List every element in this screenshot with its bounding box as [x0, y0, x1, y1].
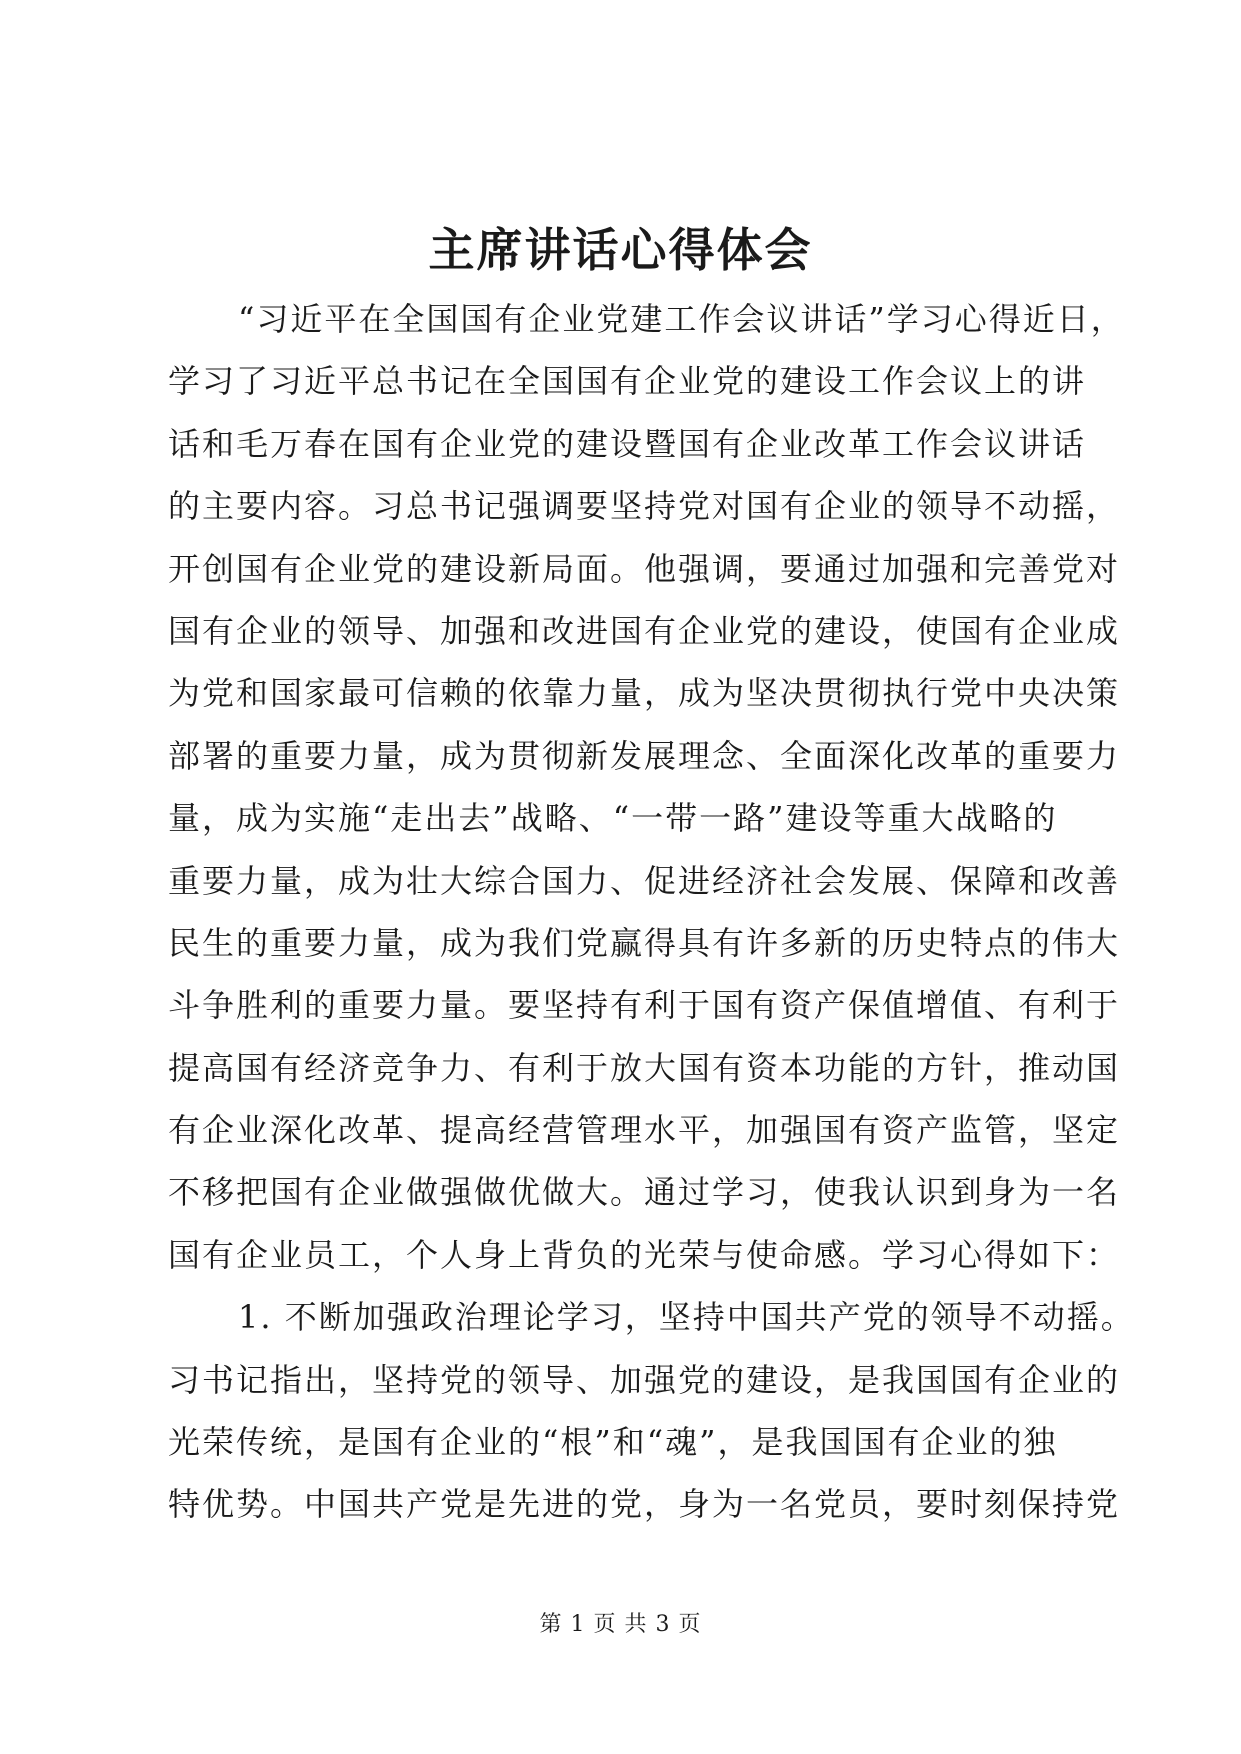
numbered-heading-line: 1. 不断加强政治理论学习，坚持中国共产党的领导不动摇。: [238, 1298, 1135, 1337]
paragraph-line: 习书记指出，坚持党的领导、加强党的建设，是我国国有企业的: [168, 1360, 1121, 1399]
paragraph-line: 有企业深化改革、提高经营管理水平，加强国有资产监管，坚定: [168, 1111, 1121, 1150]
paragraph-line: 学习了习近平总书记在全国国有企业党的建设工作会议上的讲: [168, 362, 1087, 401]
paragraph-line: 话和毛万春在国有企业党的建设暨国有企业改革工作会议讲话: [168, 424, 1087, 463]
document-body: [168, 288, 1135, 1536]
paragraph-line: 民生的重要力量，成为我们党赢得具有许多新的历史特点的伟大: [168, 923, 1121, 962]
paragraph-line: 部署的重要力量，成为贯彻新发展理念、全面深化改革的重要力: [168, 736, 1121, 775]
paragraph-line: 的主要内容。习总书记强调要坚持党对国有企业的领导不动摇，: [168, 487, 1121, 526]
paragraph-line: 斗争胜利的重要力量。要坚持有利于国有资产保值增值、有利于: [168, 986, 1121, 1025]
page-number-footer: 第 1 页 共 3 页: [539, 1612, 702, 1637]
paragraph-line: 量，成为实施“走出去”战略、“一带一路”建设等重大战略的: [168, 799, 1058, 838]
paragraph-line: 光荣传统，是国有企业的“根”和“魂”，是我国国有企业的独: [168, 1423, 1058, 1462]
paragraph-line: 开创国有企业党的建设新局面。他强调，要通过加强和完善党对: [168, 549, 1121, 588]
paragraph-line: 为党和国家最可信赖的依靠力量，成为坚决贯彻执行党中央决策: [168, 674, 1121, 713]
paragraph-line: 国有企业的领导、加强和改进国有企业党的建设，使国有企业成: [168, 611, 1121, 650]
paragraph-line: 重要力量，成为壮大综合国力、促进经济社会发展、保障和改善: [168, 861, 1121, 900]
paragraph-line: 不移把国有企业做强做优做大。通过学习，使我认识到身为一名: [168, 1173, 1121, 1212]
paragraph-line: 特优势。中国共产党是先进的党，身为一名党员，要时刻保持党: [168, 1485, 1121, 1524]
document-title: 主席讲话心得体会: [428, 223, 813, 277]
paragraph-line: 提高国有经济竞争力、有利于放大国有资本功能的方针，推动国: [168, 1048, 1121, 1087]
paragraph-line: 国有企业员工，个人身上背负的光荣与使命感。学习心得如下：: [168, 1235, 1121, 1274]
paragraph-line: “习近平在全国国有企业党建工作会议讲话”学习心得近日，: [238, 300, 1125, 338]
